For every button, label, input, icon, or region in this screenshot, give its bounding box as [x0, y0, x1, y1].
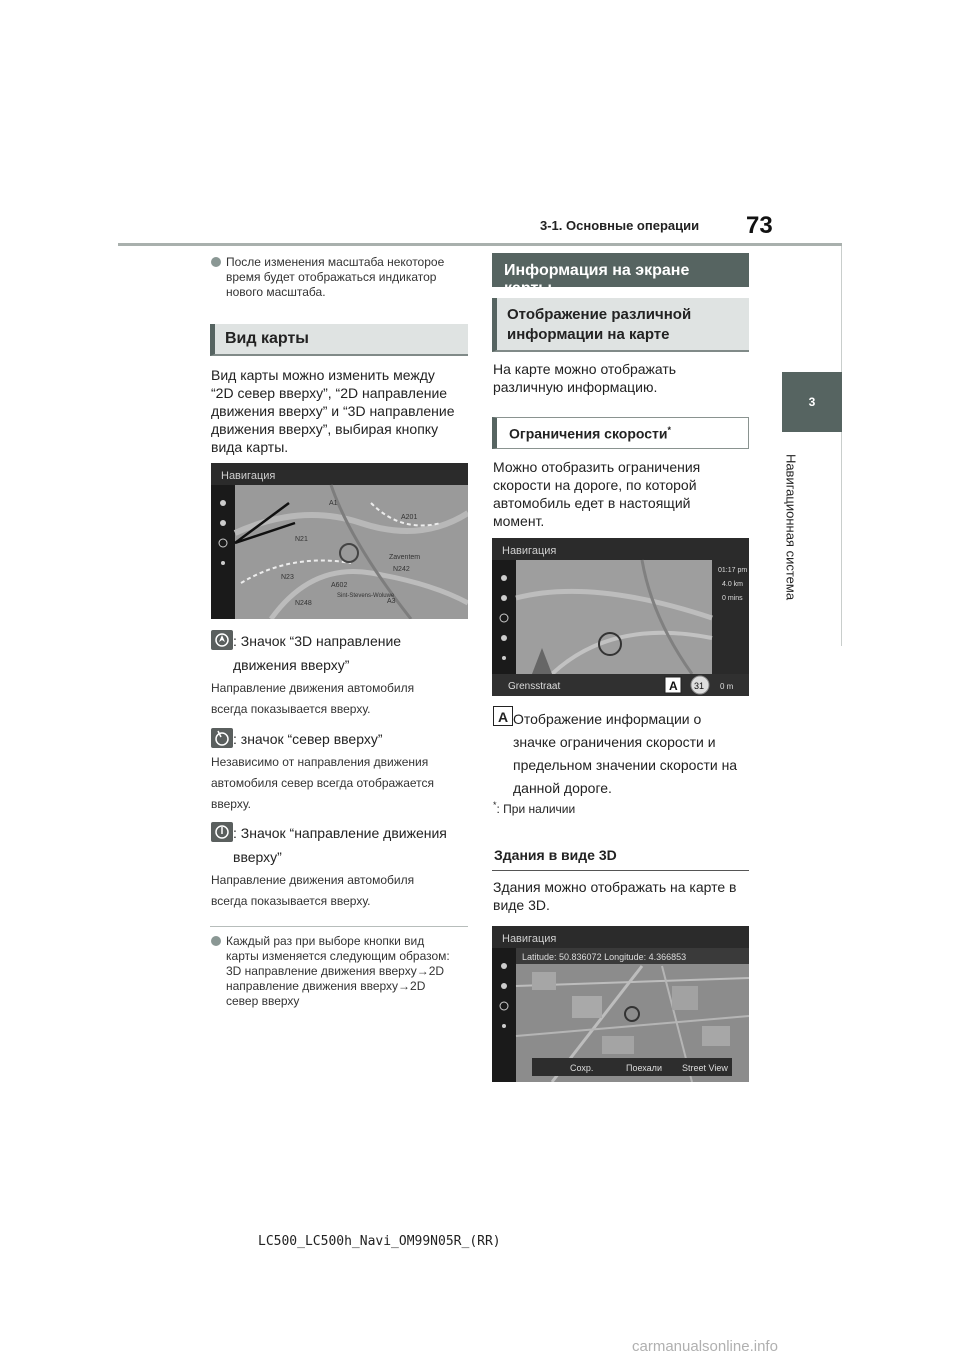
- callout-marker-a: A: [493, 706, 513, 726]
- svg-text:A602: A602: [331, 582, 348, 589]
- svg-text:A201: A201: [401, 514, 418, 521]
- svg-text:N23: N23: [281, 574, 294, 581]
- icon1-label-line1: : Значок “3D направление: [233, 633, 402, 649]
- svg-text:Навигация: Навигация: [502, 545, 557, 557]
- icon2-note: Независимо от направления движения автомобиля север всегда отображается вверху.: [211, 755, 435, 811]
- icon2-label: : значок “север вверху”: [233, 731, 383, 747]
- svg-text:4.0 km: 4.0 km: [722, 581, 744, 588]
- bullet-view-cycle: Каждый раз при выборе кнопки вид карты изменяется следующим образом: 3D направление движения вверху→2D направление движения вверху→2D север вверху: [211, 934, 471, 1014]
- chapter-label: Навигационная система: [783, 453, 799, 601]
- svg-text:A: A: [669, 679, 678, 693]
- chapter-number: 3: [808, 395, 816, 409]
- nav-screen-map-view: [211, 463, 468, 619]
- nav-map-image: [211, 463, 468, 619]
- watermark: carmanualsonline.info: [632, 1338, 778, 1355]
- left-divider: [210, 926, 468, 927]
- page-number: 73: [746, 212, 773, 239]
- heading-speed-limits: Ограничения скорости*: [492, 417, 749, 449]
- svg-text:Навигация: Навигация: [502, 933, 557, 945]
- icon1-label-line2: движения вверху”: [233, 657, 350, 673]
- icon3-label-line1: : Значок “направление движения: [233, 825, 447, 841]
- nav-speed-map-image: [492, 538, 749, 696]
- nav-screen-speed-limit: [492, 538, 749, 696]
- svg-text:Zaventem: Zaventem: [389, 554, 421, 561]
- north-up-icon: [211, 728, 233, 748]
- heading-map-screen-info: Информация на экране карты: [492, 253, 749, 287]
- svg-text:Latitude: 50.836072 Longitude:: Latitude: 50.836072 Longitude: 4.366853: [522, 952, 687, 962]
- svg-text:0 mins: 0 mins: [722, 595, 743, 602]
- footnote-availability: *: При наличии: [493, 800, 576, 816]
- various-info-description: На карте можно отображать различную информацию.: [493, 361, 677, 395]
- icon1-note: Направление движения автомобиля всегда показывается вверху.: [211, 681, 415, 716]
- svg-text:Sint-Stevens-Woluwe: Sint-Stevens-Woluwe: [337, 593, 395, 599]
- svg-text:0 m: 0 m: [720, 682, 734, 691]
- chapter-tab: [782, 372, 842, 432]
- bullet-dot: [211, 257, 221, 267]
- heading-various-info: Отображение различной информации на карте: [492, 298, 749, 352]
- bullet-scale-indicator: После изменения масштаба некоторое время будет отображаться индикатор нового масштаба.: [211, 255, 471, 303]
- heading-3d-buildings: Здания в виде 3D: [492, 843, 749, 871]
- heading-map-view: Вид карты: [210, 324, 468, 356]
- 3d-buildings-description: Здания можно отображать на карте в виде 3D.: [493, 879, 737, 913]
- header-rule: [118, 243, 842, 246]
- svg-text:A3: A3: [387, 598, 396, 605]
- svg-text:N242: N242: [393, 566, 410, 573]
- icon3-label-line2: вверху”: [233, 849, 282, 865]
- nav-title: Навигация: [221, 470, 276, 482]
- svg-text:A1: A1: [329, 500, 338, 507]
- icon3-note: Направление движения автомобиля всегда показывается вверху.: [211, 873, 415, 908]
- callout-a-caption: Отображение информации о значке ограничения скорости и предельном значении скорости на данной дороге.: [513, 711, 738, 796]
- bullet-dot: [211, 936, 221, 946]
- document-code: LC500_LC500h_Navi_OM99N05R_(RR): [258, 1234, 501, 1249]
- svg-text:31: 31: [694, 681, 705, 691]
- heading-up-icon: [211, 822, 233, 842]
- map-view-description: Вид карты можно изменить между “2D север вверху”, “2D направление движения вверху” и “3D направление движения вверху”, выбирая кнопку вида карты.: [211, 367, 455, 455]
- nav-3d-map-image: [492, 926, 749, 1082]
- svg-text:Сохр.: Сохр.: [570, 1063, 594, 1073]
- svg-text:Grensstraat: Grensstraat: [508, 681, 561, 692]
- svg-text:01:17 pm: 01:17 pm: [718, 567, 748, 574]
- speed-limits-description: Можно отобразить ограничения скорости на дороге, по которой автомобиль едет в настоящий момент.: [493, 459, 701, 529]
- svg-text:N21: N21: [295, 536, 308, 543]
- svg-text:Street View: Street View: [682, 1063, 728, 1073]
- svg-text:N248: N248: [295, 600, 312, 607]
- nav-screen-3d-buildings: [492, 926, 749, 1082]
- section-title: 3-1. Основные операции: [540, 218, 700, 233]
- 3d-heading-up-icon: [211, 630, 233, 650]
- side-divider: [841, 246, 842, 646]
- svg-text:Поехали: Поехали: [626, 1063, 662, 1073]
